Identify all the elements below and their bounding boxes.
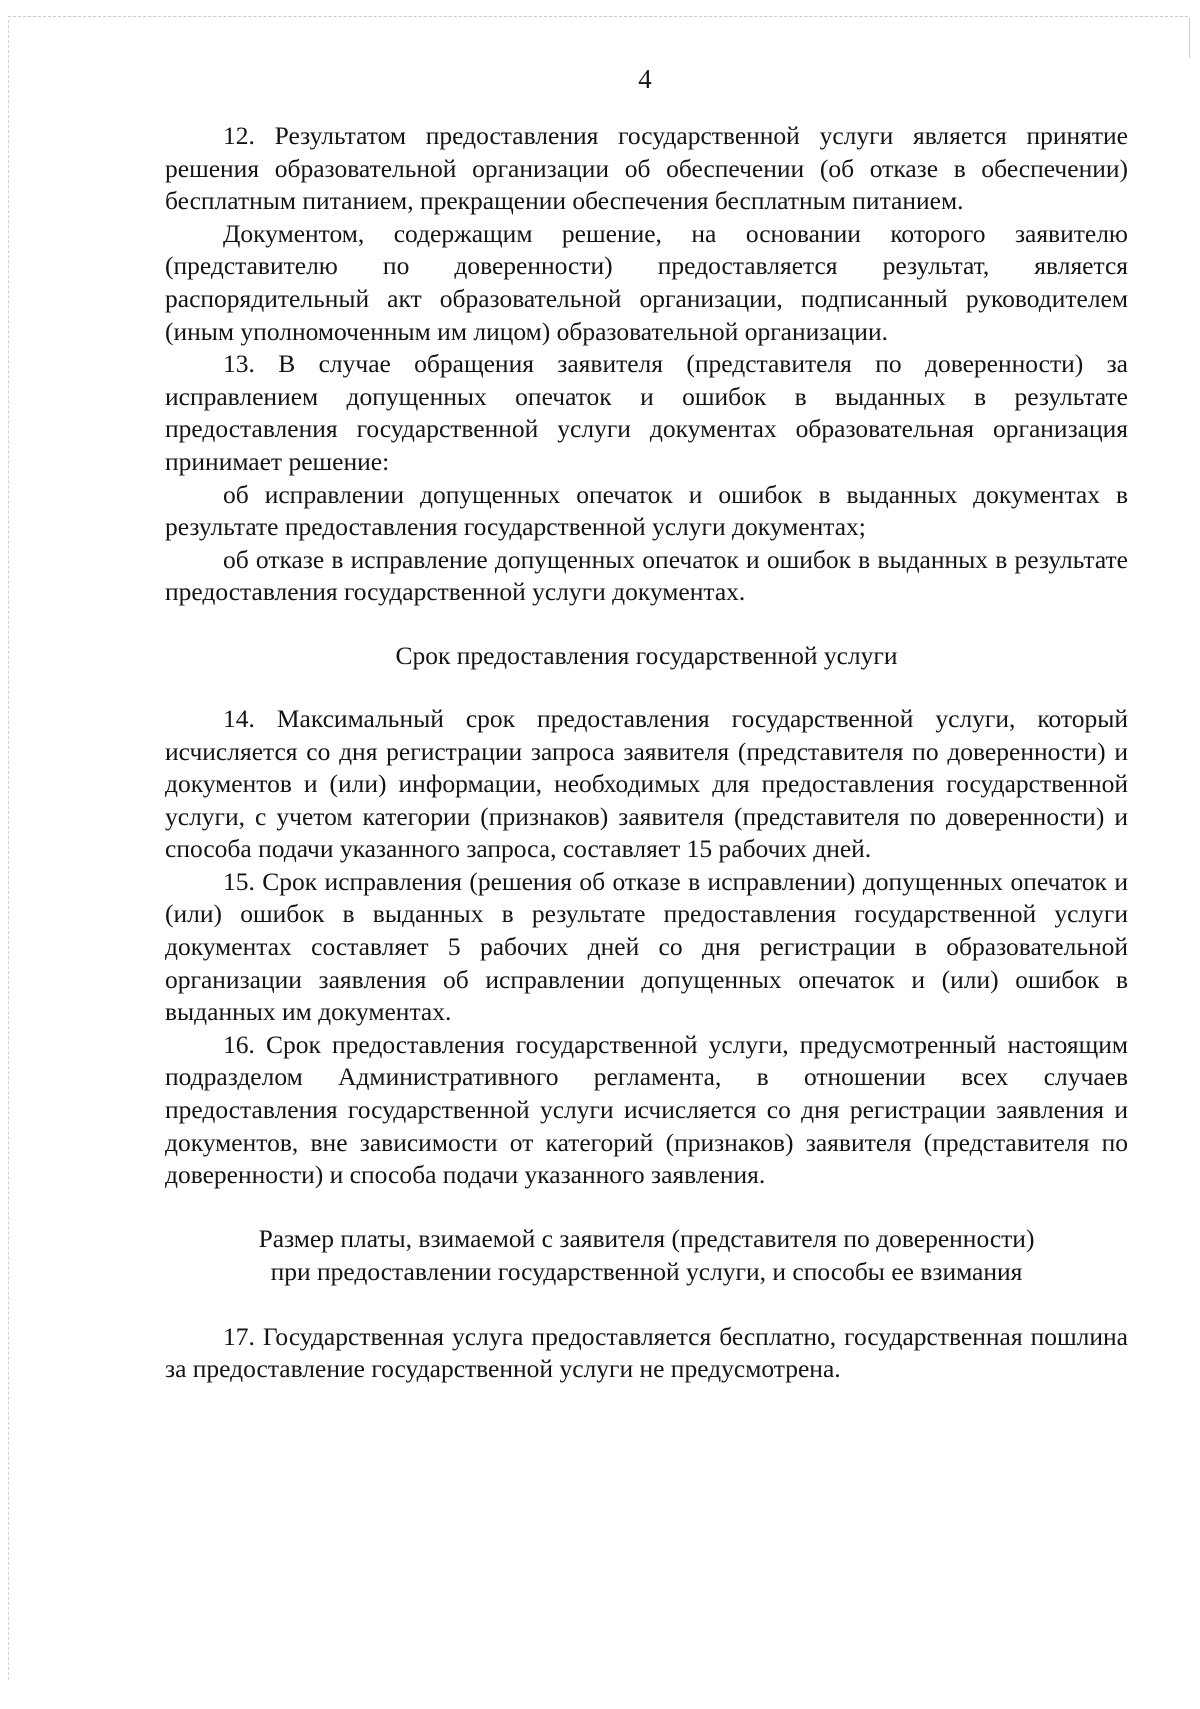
scan-edge-left <box>8 20 9 1680</box>
page-number: 4 <box>638 64 652 94</box>
paragraph-13-option-correct: об исправлении допущенных опечаток и ошибок в выданных документах в результате предоставления государственной услуги документах; <box>165 479 1128 542</box>
paragraph-17: 17. Государственная услуга предоставляется бесплатно, государственная пошлина за предоставление государственной услуги не предусмотрена. <box>165 1321 1128 1384</box>
paragraph-13-option-refuse: об отказе в исправление допущенных опечаток и ошибок в выданных в результате предоставления государственной услуги документах. <box>165 544 1128 607</box>
paragraph-15: 15. Срок исправления (решения об отказе в исправлении) допущенных опечаток и (или) ошибок в выданных в результате предоставления государственной услуги документах составляет 5 рабочих дней со дня регистрации в образовательной организации заявления об исправлении допущенных опечаток и (или) ошибок в выданных им документах. <box>165 866 1128 1027</box>
scan-edge-top <box>8 16 1188 17</box>
scan-edge-right <box>1189 18 1190 58</box>
section-heading-term: Срок предоставления государственной услуги <box>395 640 898 670</box>
paragraph-12: 12. Результатом предоставления государственной услуги является принятие решения образовательной организации об обеспечении (об отказе в обеспечении) бесплатным питанием, прекращении обеспечения бесплатным питанием. <box>165 121 1128 216</box>
paragraph-12-document: Документом, содержащим решение, на основании которого заявителю (представителю по доверенности) предоставляется результат, является распорядительный акт образовательной организации, подписанный руководителем (иным уполномоченным им лицом) образовательной организации. <box>165 218 1128 346</box>
paragraph-13: 13. В случае обращения заявителя (представителя по доверенности) за исправлением допущенных опечаток и ошибок в выданных в результате предоставления государственной услуги документах образовательная организация принимает решение: <box>165 349 1128 476</box>
section-heading-fee-line-2: при предоставлении государственной услуги, и способы ее взимания <box>270 1256 1023 1286</box>
section-heading-fee <box>165 1192 1128 1321</box>
document-body <box>165 120 1128 1386</box>
paragraph-14: 14. Максимальный срок предоставления государственной услуги, который исчисляется со дня регистрации запроса заявителя (представителя по доверенности) и документов и (или) информации, необходимых для предоставления государственной услуги, с учетом категории (признаков) заявителя (представителя по доверенности) и способа подачи указанного запроса, составляет 15 рабочих дней. <box>165 703 1128 864</box>
section-heading-fee-line-1: Размер платы, взимаемой с заявителя (представителя по доверенности) <box>258 1223 1035 1253</box>
paragraph-16: 16. Срок предоставления государственной услуги, предусмотренный настоящим подразделом Административного регламента, в отношении всех случаев предоставления государственной услуги исчисляется со дня регистрации заявления и документов, вне зависимости от категорий (признаков) заявителя (представителя по доверенности) и способа подачи указанного заявления. <box>165 1029 1128 1190</box>
